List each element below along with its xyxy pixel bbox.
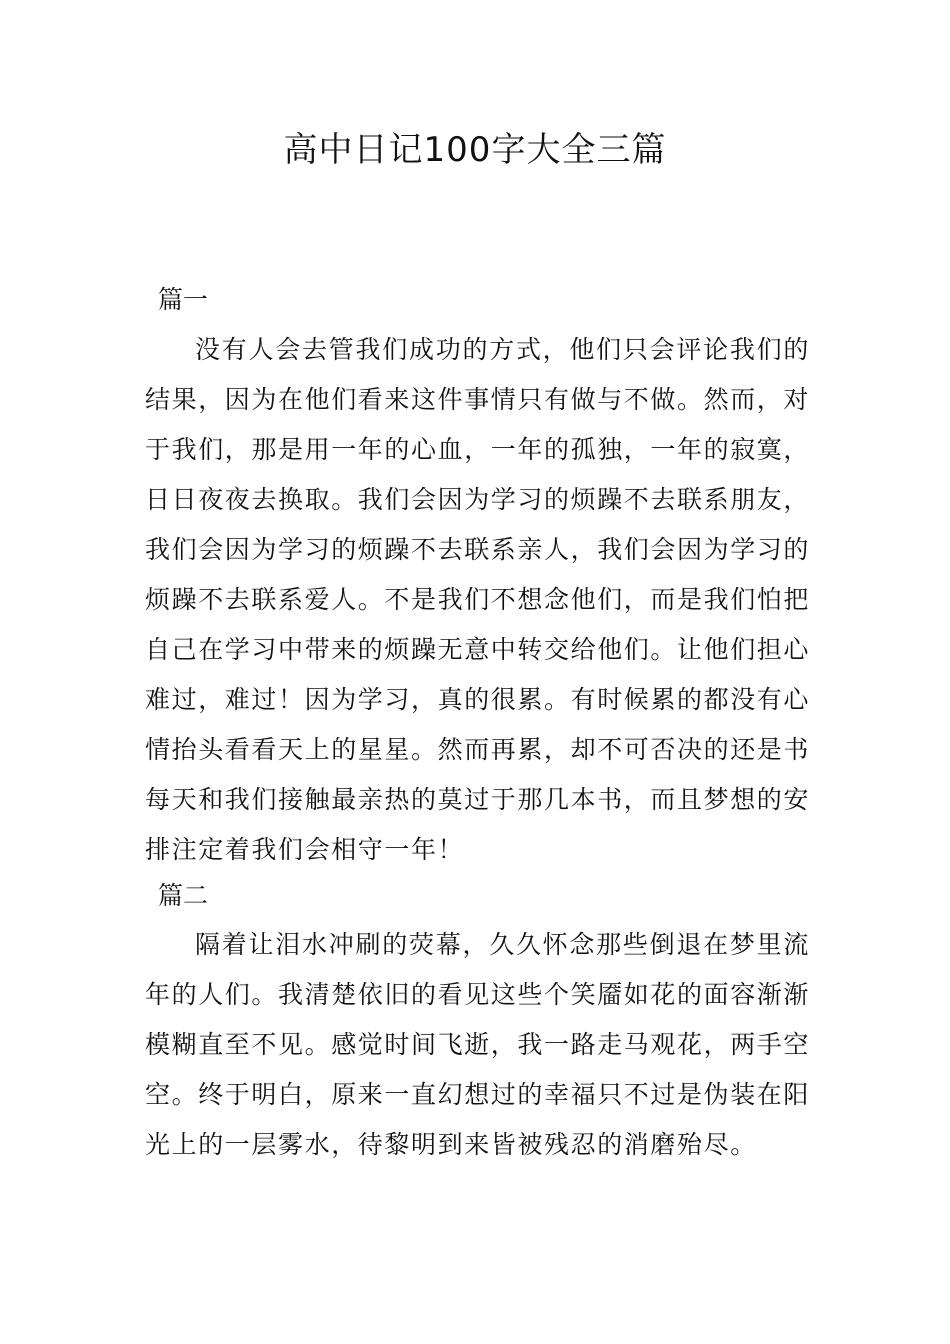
section-body-2: 隔着让泪水冲刷的荧幕，久久怀念那些倒退在梦里流年的人们。我清楚依旧的看见这些个笑靥如花的面容渐渐模糊直至不见。感觉时间飞逝，我一路走马观花，两手空空。终于明白，原来一直幻想过的幸福只不过是伪装在阳光上的一层雾水，待黎明到来皆被残忍的消磨殆尽。: [145, 930, 811, 1159]
document-title: 高中日记100字大全三篇: [283, 130, 667, 170]
section-heading-2: 篇二: [158, 881, 209, 910]
section-body-1: 没有人会去管我们成功的方式，他们只会评论我们的结果，因为在他们看来这件事情只有做与不做。然而，对于我们，那是用一年的心血，一年的孤独，一年的寂寞，日日夜夜去换取。我们会因为学习的烦躁不去联系朋友，我们会因为学习的烦躁不去联系亲人，我们会因为学习的烦躁不去联系爱人。不是我们不想念他们，而是我们怕把自己在学习中带来的烦躁无意中转交给他们。让他们担心难过，难过！因为学习，真的很累。有时候累的都没有心情抬头看看天上的星星。然而再累，却不可否决的还是书每天和我们接触最亲热的莫过于那几本书，而且梦想的安排注定着我们会相守一年！: [145, 335, 811, 864]
section-heading-1: 篇一: [158, 285, 209, 314]
